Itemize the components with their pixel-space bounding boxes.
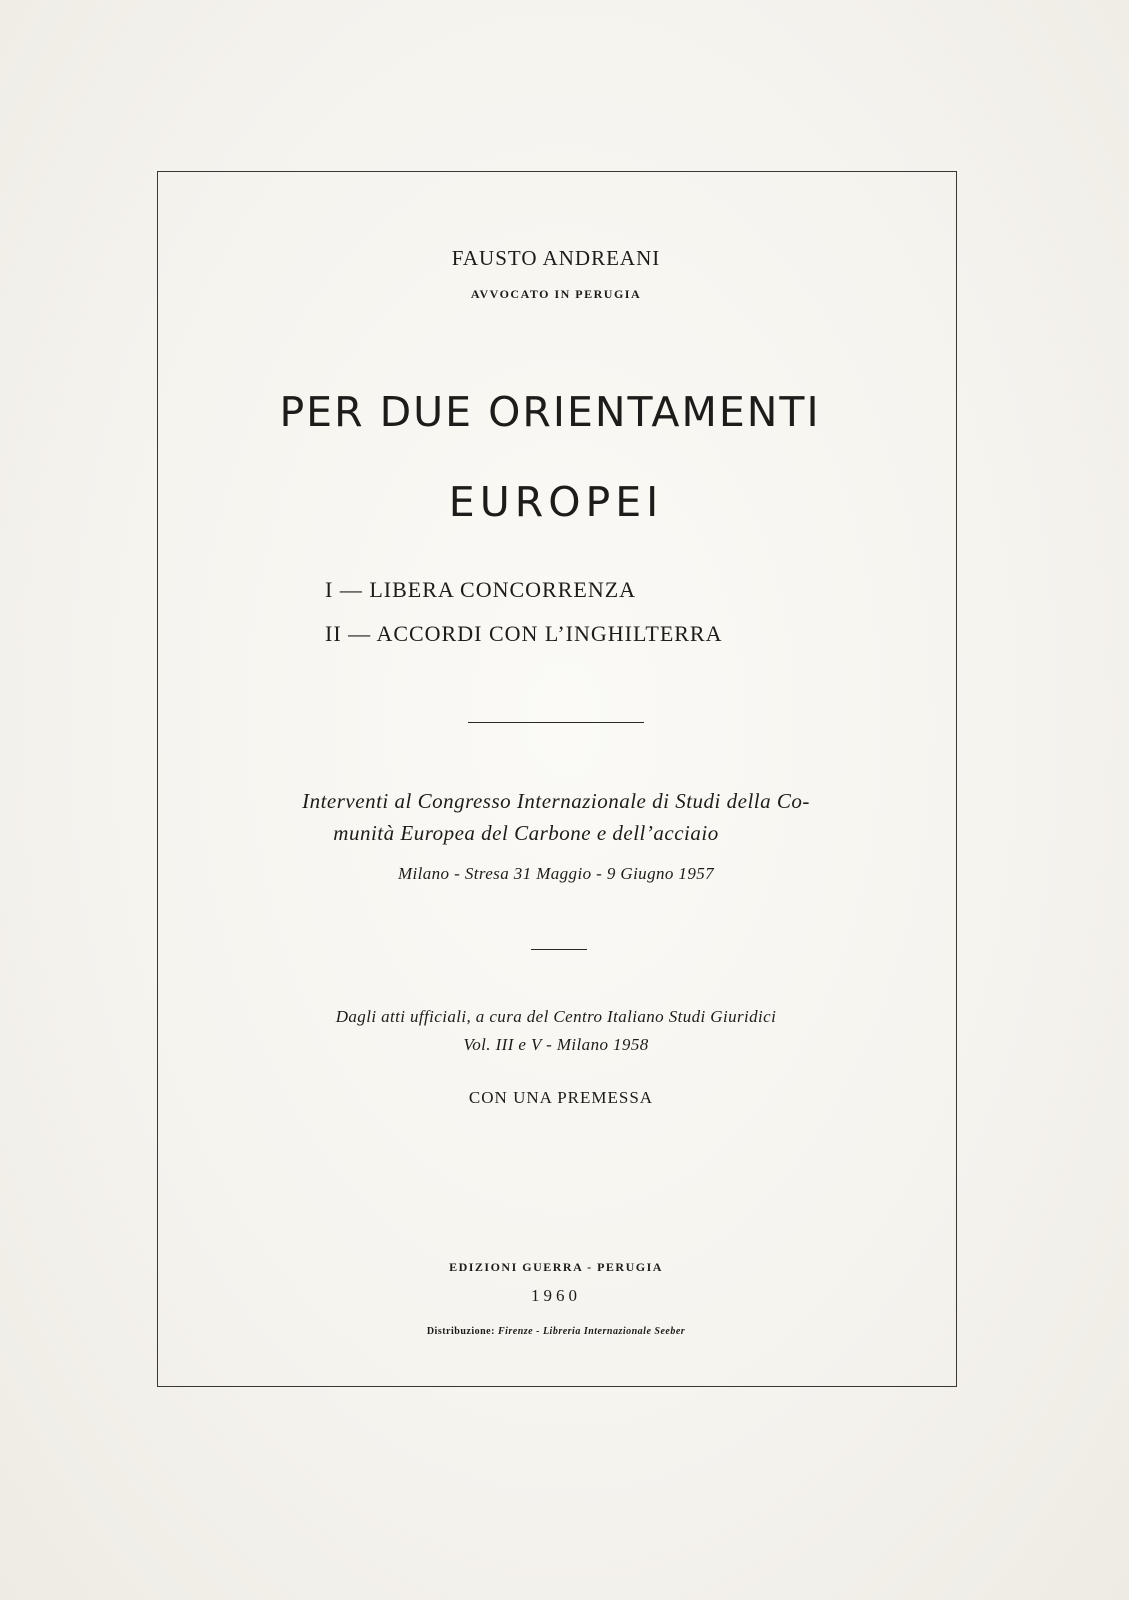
title-line-2: EUROPEI [448, 478, 664, 526]
title-line-1: PER DUE ORIENTAMENTI [279, 388, 821, 436]
divider-rule-short [531, 949, 587, 950]
part-two-heading: II — ACCORDI CON L’INGHILTERRA [325, 621, 723, 646]
page-border [157, 171, 957, 1387]
source-line-1: Dagli atti ufficiali, a cura del Centro Italiano Studi Giuridici [335, 1007, 777, 1026]
source-line-2: Vol. III e V - Milano 1958 [463, 1035, 649, 1054]
intro-dates: Milano - Stresa 31 Maggio - 9 Giugno 1957 [397, 864, 715, 883]
divider-rule-long [468, 722, 644, 723]
premessa-note: CON UNA PREMESSA [468, 1088, 654, 1107]
distribution-note [0, 1326, 1112, 1337]
distribution-label: Distribuzione: [426, 1326, 495, 1337]
intro-line-2: munità Europea del Carbone e dell’acciaio [333, 821, 719, 845]
publication-year: 1960 [531, 1286, 581, 1305]
author-profession: AVVOCATO IN PERUGIA [470, 287, 642, 301]
publisher: EDIZIONI GUERRA - PERUGIA [449, 1260, 663, 1274]
distribution-text: Firenze - Libreria Internazionale Seeber [497, 1326, 686, 1337]
intro-line-1: Interventi al Congresso Internazionale di Studi della Co- [302, 789, 810, 813]
author-name: FAUSTO ANDREANI [451, 246, 661, 270]
part-one-heading: I — LIBERA CONCORRENZA [325, 577, 637, 602]
